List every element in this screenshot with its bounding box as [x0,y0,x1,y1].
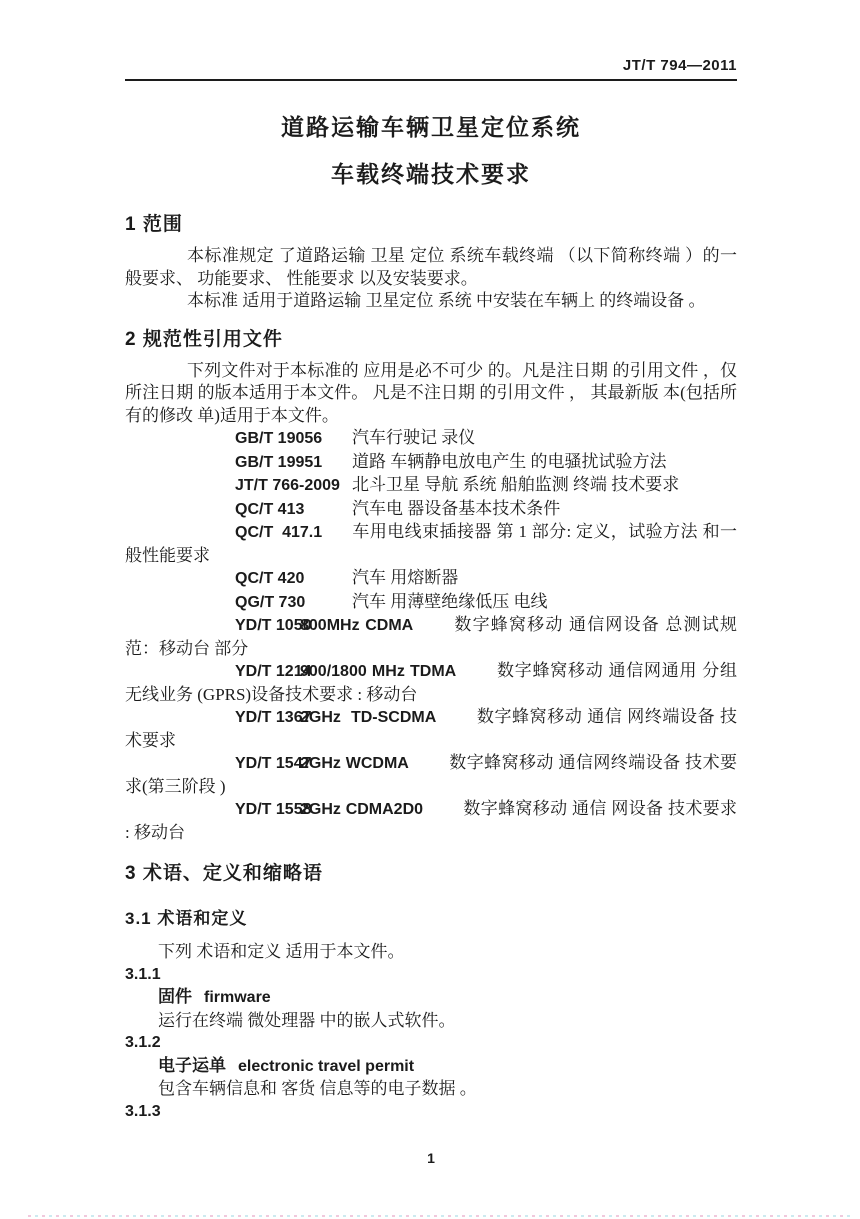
doc-code: JT/T 794—2011 [622,57,737,74]
section-2-heading: 2 规范性引用文件 [125,328,283,350]
ref-code: YD/T 1558 [235,801,312,818]
section-3-heading: 3 术语、定义和缩略语 [125,863,323,884]
term-line [125,1055,737,1079]
ref-code: JT/T 766-2009 [235,477,340,494]
section-1-heading: 1 范围 [125,214,183,235]
term-number: 3.1.1 [125,965,161,983]
ref-title: 数字蜂窝移动 通信网设备 总测试规范：移动台 部分 [125,615,738,658]
term-definition: 运行在终端 微处理器 中的嵌人式软件。 [158,1010,456,1030]
section-2-intro: 下列文件对于本标准的 应用是必不可少 的。凡是注日期 的引用文件 ，仅所注日期 的版本适用于本文件。 凡是不注日期 的引用文件 ， 其最新版 本(包括所有的修改 单)适用于本文件。 [125,360,737,425]
reference-entry [125,498,737,522]
ref-code: QC/T 413 [235,500,305,518]
ref-title: 汽车电 器设备基本技术条件 [352,498,561,518]
term-definition: 包含车辆信息和 客货 信息等的电子数据 。 [158,1079,477,1098]
ref-code: QG/T 730 [235,593,306,611]
ref-title: 数字蜂窝移动 通信网终端设备 技术要求(第三阶段 ) [125,753,738,796]
term-block [125,1032,737,1101]
reference-list [125,427,737,844]
ref-code: QC/T 417.1 [235,524,323,541]
ref-code: YD/T 1547 [235,755,312,772]
reference-entry [125,706,737,752]
page-number: 1 [427,1150,435,1166]
terms-intro: 下列 术语和定义 适用于本文件。 [158,942,405,961]
ref-code: QC/T 420 [235,570,305,587]
term-en: firmware [204,989,271,1006]
ref-code: YD/T 1214 [235,663,312,680]
section-3-1-heading: 3.1 术语和定义 [125,909,248,928]
ref-spec: 2GHz WCDMA [300,755,409,772]
reference-entry [125,614,737,660]
ref-title: 数字蜂窝移动 通信网通用 分组无线业务 (GPRS)设备技术要求 : 移动台 [125,661,738,704]
reference-entry [125,798,737,844]
term-en: electronic travel permit [238,1057,415,1075]
term-block [125,964,737,1033]
section-1-paragraph-2: 本标准 适用于道路运输 卫星定位 系统 中安装在车辆上 的终端设备 。 [187,291,706,310]
reference-entry [125,591,737,615]
ref-title: 汽车 用熔断器 [352,568,459,587]
term-zh: 电子运单 [158,1055,226,1075]
ref-title: 数字蜂窝移动 通信 网终端设备 技术要求 [125,707,738,750]
term-block [125,1101,737,1124]
document-header [125,0,737,81]
reference-entry [125,521,737,567]
ref-spec: 800MHz CDMA [300,617,414,634]
ref-title: 北斗卫星 导航 系统 船舶监测 终端 技术要求 [352,475,680,494]
term-number: 3.1.3 [125,1102,161,1120]
ref-title: 汽车行驶记 录仪 [352,428,476,447]
ref-code: YD/T 1050 [235,617,312,634]
ref-spec: 900/1800 MHz TDMA [300,663,457,680]
ref-title: 道路 车辆静电放电产生 的电骚扰试验方法 [352,451,667,471]
ref-spec: 2GHz CDMA2D0 [300,801,424,818]
term-zh: 固件 [158,987,192,1006]
reference-entry [125,567,737,591]
reference-entry [125,427,737,451]
ref-spec: 2GHz TD-SCDMA [300,709,437,726]
doc-title: 道路运输车辆卫星定位系统 [281,115,581,140]
reference-entry [125,451,737,475]
ref-title: 汽车 用薄壁绝缘低压 电线 [352,591,548,611]
ref-code: GB/T 19951 [235,453,323,471]
reference-entry [125,752,737,798]
term-number: 3.1.2 [125,1034,161,1051]
ref-code: YD/T 1367 [235,709,312,726]
ref-code: GB/T 19056 [235,430,323,447]
section-1-paragraph-1: 本标准规定 了道路运输 卫星 定位 系统车载终端 （以下简称终端 ）的一般要求、 功能要求、 性能要求 以及安装要求。 [125,246,737,288]
reference-entry [125,660,737,706]
ref-title: 车用电线束插接器 第 1 部分: 定义，试验方法 和一般性能要求 [125,522,737,565]
scan-edge-dotted-line [28,1215,852,1217]
term-line [125,986,737,1010]
doc-subtitle: 车载终端技术要求 [331,162,531,187]
reference-entry [125,474,737,498]
ref-title: 数字蜂窝移动 通信 网设备 技术要求 : 移动台 [125,799,738,842]
